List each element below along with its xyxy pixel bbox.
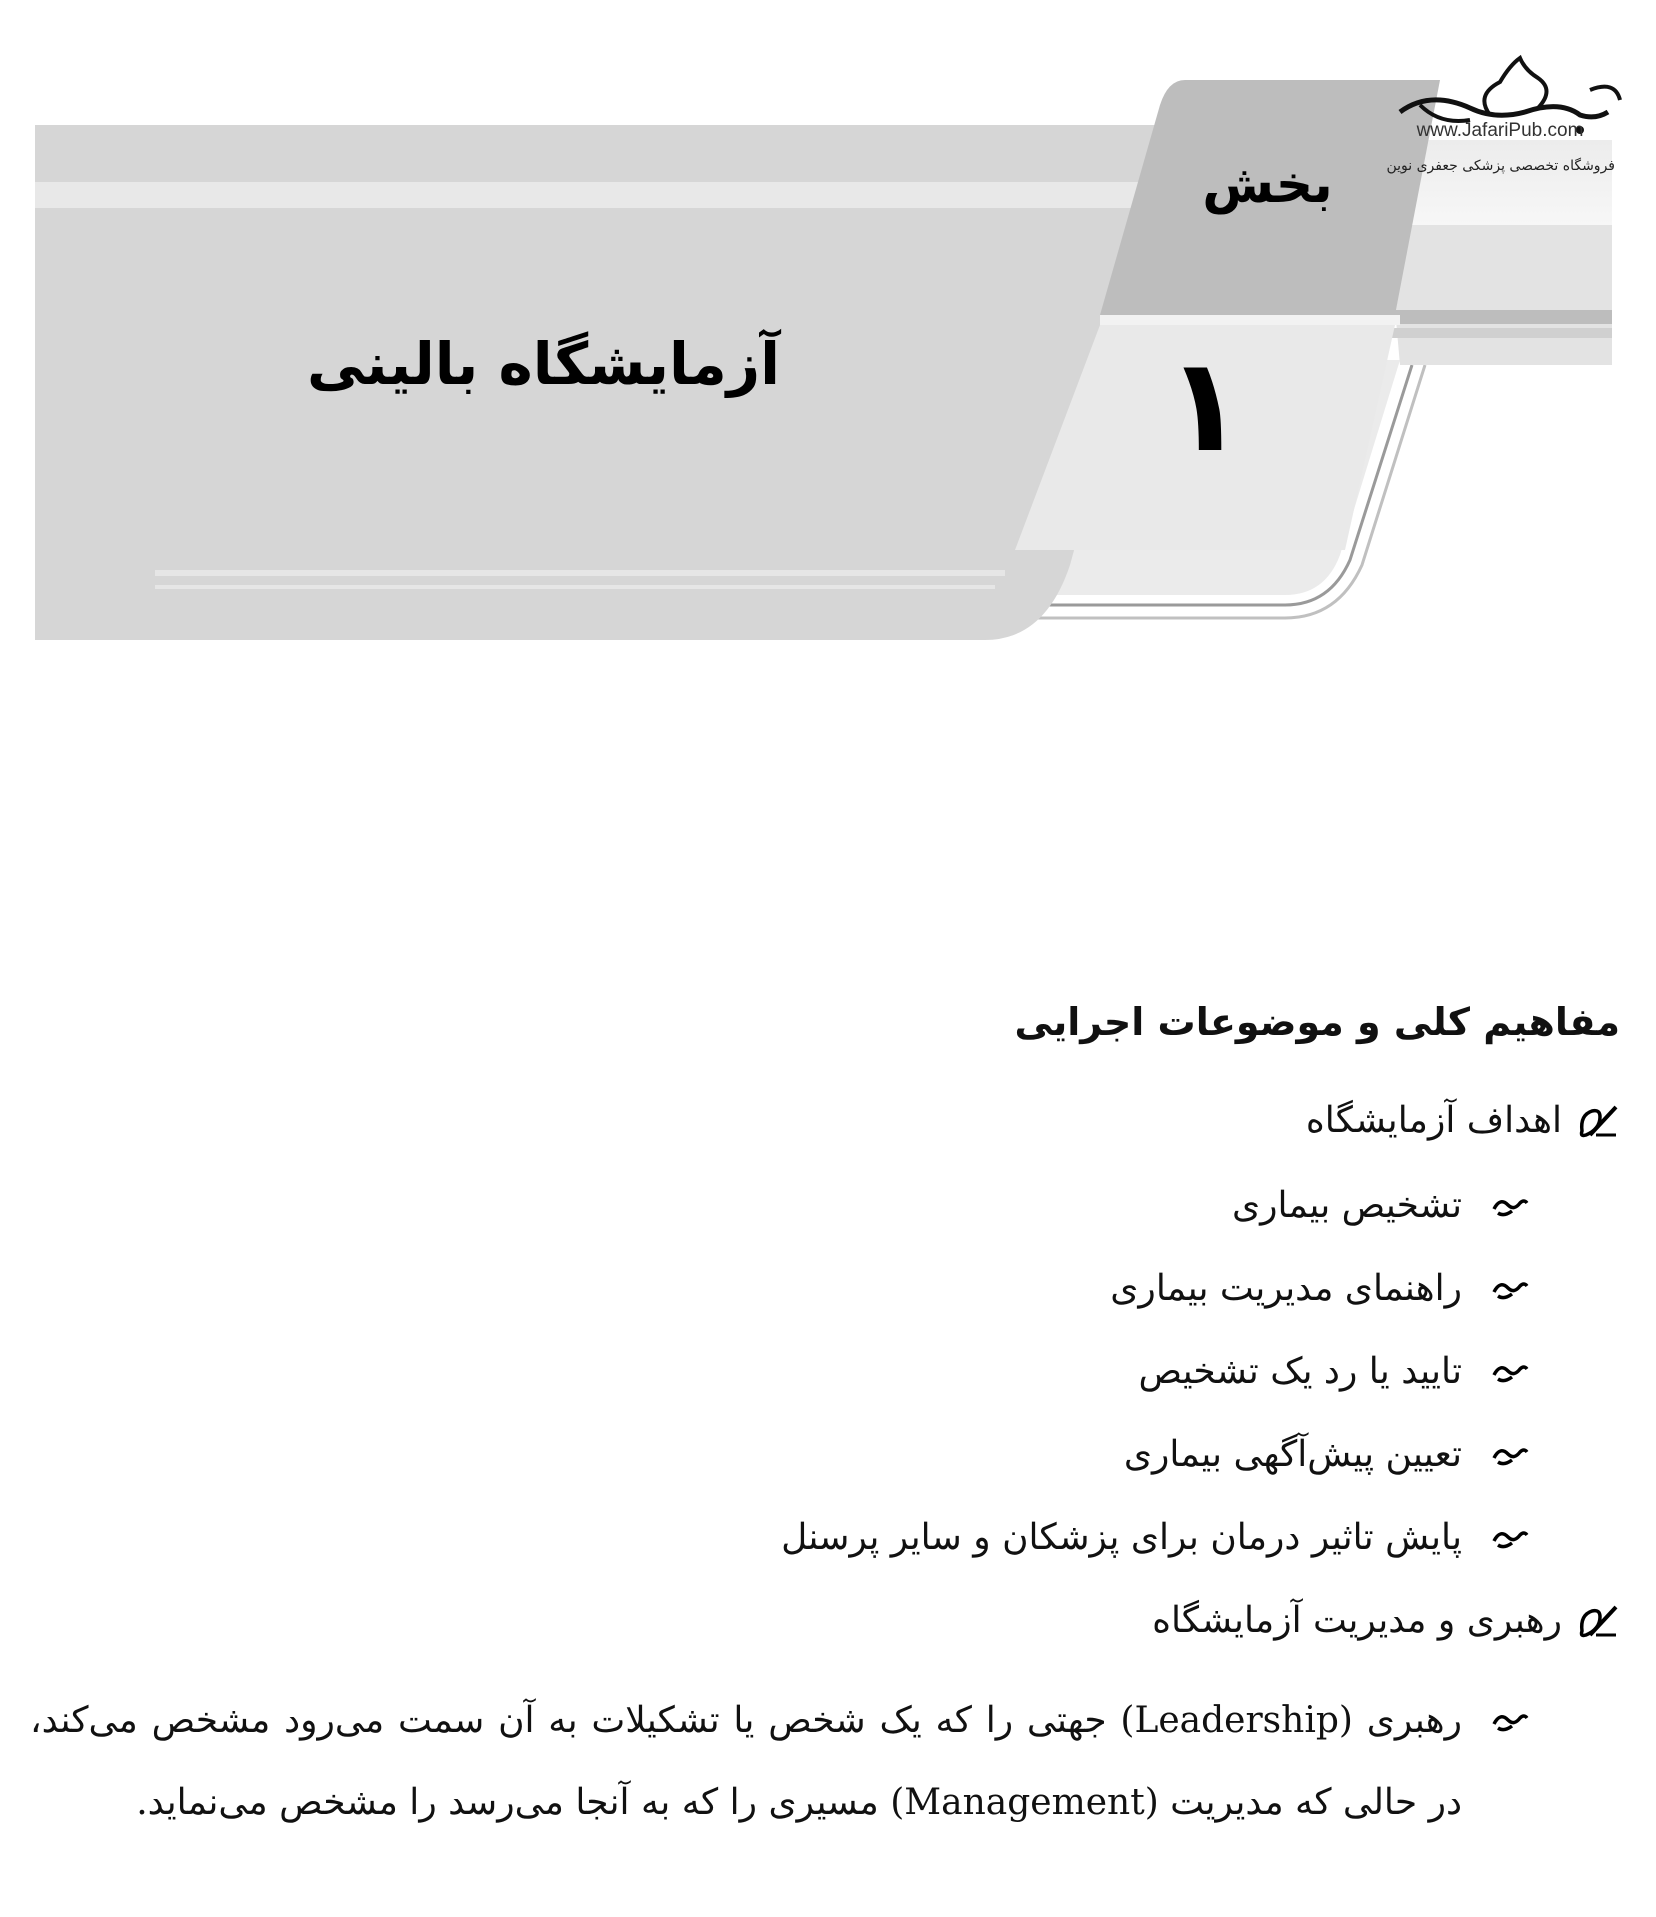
topic-lab-goals bbox=[1306, 1100, 1620, 1141]
pen-icon bbox=[1576, 1101, 1620, 1141]
list-item bbox=[1232, 1185, 1530, 1226]
swirl-bullet-icon bbox=[1490, 1359, 1530, 1385]
list-item bbox=[1110, 1268, 1530, 1309]
list-item bbox=[1124, 1434, 1530, 1475]
logo-tagline: فروشگاه تخصصی پزشکی جعفری نوین bbox=[1386, 158, 1615, 174]
list-item bbox=[781, 1517, 1530, 1558]
list-item-text: تعیین پیش‌آگهی بیماری bbox=[1123, 1434, 1462, 1475]
list-item-text: تشخیص بیماری bbox=[1231, 1185, 1462, 1226]
swirl-bullet-icon bbox=[1490, 1193, 1530, 1219]
pen-icon bbox=[1576, 1601, 1620, 1641]
list-item-text: پایش تاثیر درمان برای پزشکان و سایر پرسنل bbox=[781, 1517, 1462, 1558]
list-item-text: تایید یا رد یک تشخیص bbox=[1138, 1351, 1462, 1392]
topic-leadership bbox=[1152, 1600, 1620, 1641]
swirl-bullet-icon bbox=[1490, 1525, 1530, 1551]
swirl-bullet-icon bbox=[1490, 1276, 1530, 1302]
section-number: ۱ bbox=[1165, 329, 1245, 481]
topic-title: رهبری و مدیریت آزمایشگاه bbox=[1152, 1600, 1562, 1641]
swirl-bullet-icon bbox=[1490, 1442, 1530, 1468]
list-item-text: راهنمای مدیریت بیماری bbox=[1110, 1268, 1462, 1309]
section-label: بخش bbox=[1202, 155, 1333, 215]
list-item bbox=[1138, 1351, 1530, 1392]
chapter-title: آزمایشگاه بالینی bbox=[306, 330, 780, 398]
topic-title: اهداف آزمایشگاه bbox=[1305, 1100, 1562, 1141]
paragraph-text: رهبری (Leadership) جهتی را که یک شخص یا تشکیلات به آن سمت می‌رود مشخص می‌کند، در حالی که مدیریت (Management) مسیری را که به آنجا می‌رسد را مشخص می‌نماید. bbox=[30, 1700, 1463, 1823]
leadership-paragraph bbox=[30, 1680, 1530, 1844]
swirl-bullet-icon bbox=[1490, 1708, 1530, 1734]
section-heading: مفاهیم کلی و موضوعات اجرایی bbox=[1014, 1000, 1620, 1044]
logo-url: www.JafariPub.com bbox=[1416, 120, 1584, 141]
